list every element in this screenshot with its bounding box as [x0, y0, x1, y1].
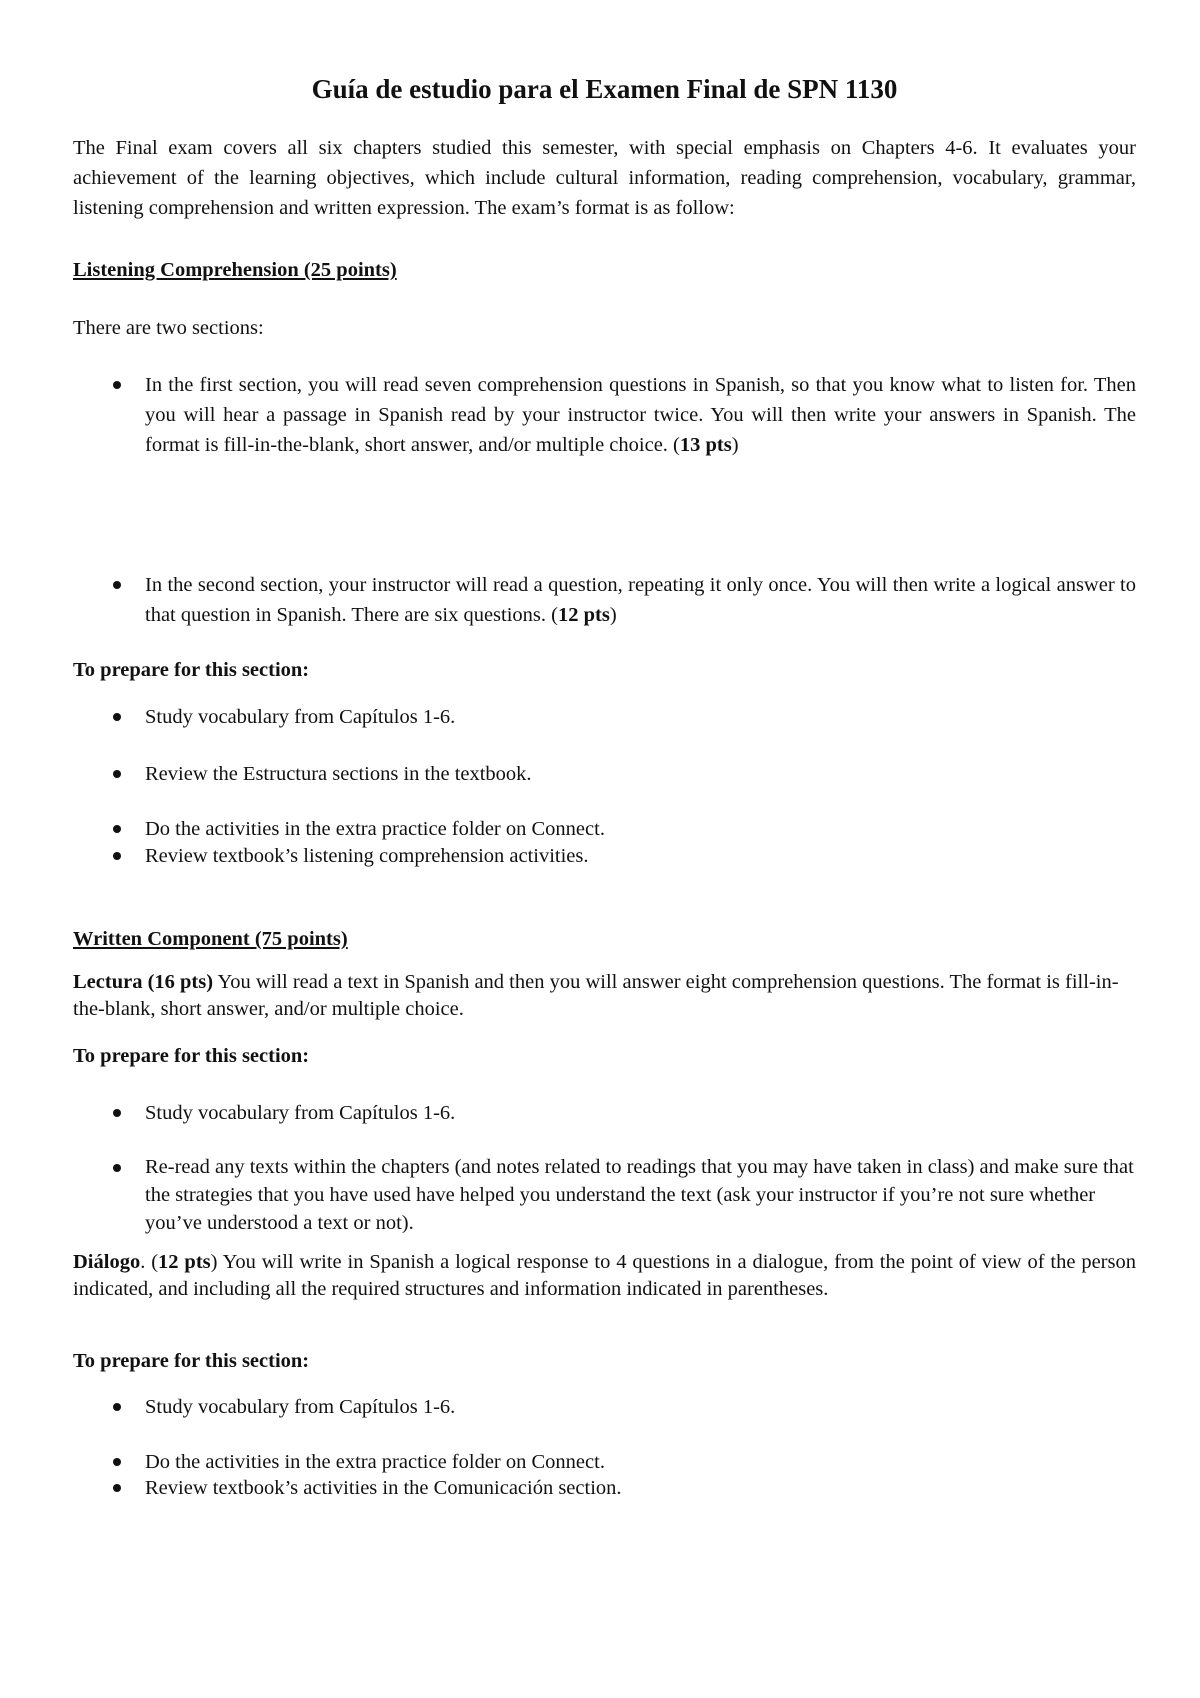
- bullet-icon: [113, 1109, 121, 1117]
- list-item: [145, 1473, 1136, 1503]
- list-item-text: Study vocabulary from Capítulos 1-6.: [145, 706, 456, 728]
- lectura-label: Lectura (16 pts): [73, 971, 214, 993]
- bullet-icon: [113, 713, 121, 721]
- list-item: [145, 1153, 1136, 1237]
- bullet-icon: [113, 1164, 121, 1172]
- list-item-text: Do the activities in the extra practice folder on Connect.: [145, 818, 605, 840]
- bullet-icon: [113, 1484, 121, 1492]
- prepare-heading: To prepare for this section:: [73, 659, 310, 681]
- section2-points: 12 pts: [557, 604, 610, 626]
- sections-intro: There are two sections:: [73, 317, 264, 339]
- section2-close-paren: ): [609, 604, 617, 626]
- list-item: [145, 814, 1136, 844]
- list-item: [145, 570, 1136, 630]
- dialogo-paragraph: [73, 1249, 1136, 1303]
- list-item-text: Do the activities in the extra practice folder on Connect.: [145, 1451, 605, 1473]
- bullet-icon: [113, 1458, 121, 1466]
- list-item-text: Re-read any texts within the chapters (and notes related to readings that you may have taken in class) and make sure that the strategies that you have used have helped you understand the text (ask your instructor if you’re not sure whether you’ve understood a text or not).: [145, 1156, 1134, 1234]
- list-item: [145, 759, 1136, 789]
- list-item-text: Review the Estructura sections in the textbook.: [145, 763, 532, 785]
- prepare-heading: To prepare for this section:: [73, 1045, 310, 1067]
- bullet-icon: [113, 381, 121, 389]
- listening-heading: Listening Comprehension (25 points): [73, 259, 397, 281]
- section2-text: In the second section, your instructor will read a question, repeating it only once. You will then write a logical answer to that question in Spanish. There are six questions.: [145, 574, 1136, 626]
- dialogo-text: You will write in Spanish a logical response to 4 questions in a dialogue, from the point of view of the person indicated, and including all the required structures and information indicated in parentheses.: [73, 1251, 1136, 1300]
- intro-paragraph: The Final exam covers all six chapters studied this semester, with special emphasis on Chapters 4-6. It evaluates your achievement of the learning objectives, which include cultural information, reading comprehension, vocabulary, grammar, listening comprehension and written expression. The exam’s format is as follow:: [73, 137, 1136, 219]
- section1-text: In the first section, you will read seven comprehension questions in Spanish, so that you know what to listen for. Then you will hear a passage in Spanish read by your instructor twice. You will then write your answers in Spanish. The format is fill-in-the-blank, short answer, and/or multiple choice.: [145, 374, 1136, 456]
- lectura-text: You will read a text in Spanish and then you will answer eight comprehension questions. The format is fill-in-the-blank, short answer, and/or multiple choice.: [73, 971, 1119, 1020]
- bullet-icon: [113, 1403, 121, 1411]
- prepare-heading: To prepare for this section:: [73, 1350, 310, 1372]
- bullet-icon: [113, 770, 121, 778]
- list-item-text: Review textbook’s activities in the Comunicación section.: [145, 1477, 622, 1499]
- list-item: [145, 841, 1136, 871]
- written-heading: Written Component (75 points): [73, 928, 348, 950]
- section2-open-paren: (: [551, 604, 558, 626]
- section1-open-paren: (: [673, 434, 680, 456]
- list-item-text: Study vocabulary from Capítulos 1-6.: [145, 1396, 456, 1418]
- list-item-text: Review textbook’s listening comprehension activities.: [145, 845, 589, 867]
- page-title: Guía de estudio para el Examen Final de SPN 1130: [311, 74, 898, 104]
- bullet-icon: [113, 852, 121, 860]
- list-item: [145, 702, 1136, 732]
- lectura-paragraph: [73, 969, 1136, 1023]
- dialogo-close-paren: ): [210, 1251, 218, 1273]
- list-item: [145, 370, 1136, 460]
- section1-close-paren: ): [731, 434, 739, 456]
- section1-points: 13 pts: [679, 434, 732, 456]
- document-page: [73, 0, 1136, 1698]
- bullet-icon: [113, 581, 121, 589]
- list-item: [145, 1098, 1136, 1128]
- dialogo-label: Diálogo: [73, 1251, 141, 1273]
- dialogo-separator: . (: [140, 1251, 159, 1273]
- dialogo-points: 12 pts: [158, 1251, 211, 1273]
- list-item: [145, 1392, 1136, 1422]
- list-item-text: Study vocabulary from Capítulos 1-6.: [145, 1102, 456, 1124]
- bullet-icon: [113, 825, 121, 833]
